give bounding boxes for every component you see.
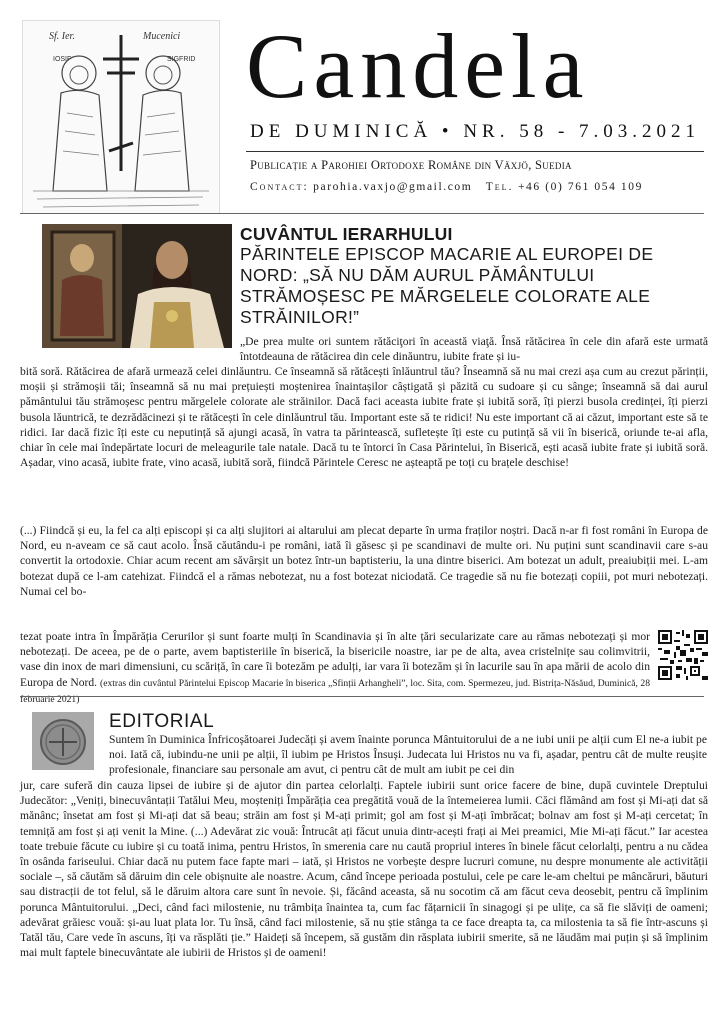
editorial-body: jur, care suferă din cauza lipsei de iubire și de ajutor din partea celorlalți. Faptele iubirii sunt orice facere de bine, după cuvintele Dreptului Judecător: „Veniți, binecuvântații Tatălui Meu, moșteniți Împărăția cea pregătită vouă de la întemeierea lumii. Căci flămând am fost și Mi-ați dat să mănânc; însetat am fost și Mi-ați dat să beau; străin am fost și M-ați primit; gol am fost și M-ați îmbrăcat; bolnav am fost și M-ați cercetat; în temniță am fost și ați venit la Mine. (...) Adevărat zic vouă: Întrucât ați făcut unuia dintr-acești frați ai Mei preamici, Mie Mi-ați făcut.” Iar acestea toate trebuie făcute cu iubire și cu toată inima, pentru Hristos, în smerenia care nu caută propriul interes în binele făcut celorlalți, pentru a nu cădea în osânda fariseului. Chiar dacă nu putem face fapte mari – iată, și Hristos ne vorbește despre lucruri comune, nu despre monumente ale activității sociale –, să căutăm să dăruim din cele obișnuite ale noastre. Acum, când începe perioada postului, cele pe care le-am cheltui pe mâncăruri, băuturi sau distracții de tot felul, să le dăruim altora care sunt în nevoie. Și, făcând aceasta, să nu socotim că am făcut ceva deosebit, pentru că împlinim porunca Mântuitorului. „Deci, când faci milostenie, nu trâmbița înaintea ta, cum fac fățarnicii în sinagogi și pe ulițe, ca să fie slăviți de oameni; adevărat grăiesc vouă: și-au luat plata lor. Tu însă, când faci milostenie, să nu știe stânga ta ce face dreapta ta, ca milostenia ta să fie într-ascuns și Tatăl tău, Care vede în ascuns, îți va răsplăti ție.” Haideți să începem, să gustăm din răsplata iubirii smerite, să ne lăudăm mai puțin și să împlinim mai mult faptele binecuvântate ale iubirii de Hristos și de oameni!: [20, 779, 708, 960]
icon-name-left: IOSIF: [53, 56, 72, 63]
article-intro: „De prea multe ori suntem rătăciţori în această viaţă. Însă rătăcirea în cele din afară este urmată întotdeauna de rătăcirea din cele dinăuntru, iubite frate și iu-: [240, 335, 708, 364]
issue-line: DE DUMINICĂ • NR. 58 - 7.03.2021: [250, 121, 701, 142]
contact-email[interactable]: parohia.vaxjo@gmail.com: [313, 181, 473, 193]
article-paragraph-3-text: tezat poate intra în Împărăția Cerurilor și sunt foarte mulți în Scandinavia și în alte țări secularizate care au rămas nebotezați și mor nebotezați. De aceea, pe de o parte, avem baptisteriile în biserică, la bisericile noastre, iar pe de alta, avea cristelnițe sau colimvitrii, vase din inox de mari dimensiuni, cu scăriță, în care îi botezăm pe adulți, iar vara îi botezăm și în lacurile sau în apa mării de acolo din Europa de Nord.: [20, 630, 650, 689]
newsletter-title: Candela: [246, 15, 590, 117]
section-divider: [20, 696, 704, 697]
masthead-rule: [246, 151, 704, 152]
editorial-intro: Suntem în Duminica Înfricoșătoarei Judecăți și avem înainte porunca Mântuitorului de a ne iubi unii pe alții cum El ne-a iubit pe noi. Iată că, iubindu-ne unii pe alții, îl iubim pe Hristos Însuși. Judecata lui Hristos nu va fi, așadar, pentru cât de multe reușite profesionale, financiare sau personale am avut, ci pentru cât de mult am iubit pe cei din: [109, 733, 707, 777]
source-note: (extras din cuvântul Părintelui Episcop Macarie în biserica „Sfinții Arhangheli”, loc. Sita, com. Spermezeu, jud. Bistrița-Năsăud, Duminică, 28 februarie 2021): [20, 677, 650, 705]
phone-number: +46 (0) 761 054 109: [517, 181, 643, 193]
bishop-photo: [42, 224, 232, 348]
publication-line: Publicație a Parohiei Ortodoxe Române din Växjö, Suedia: [250, 158, 572, 172]
editorial-image: [32, 712, 94, 770]
article-header: [240, 224, 710, 328]
contact-line: [250, 181, 643, 193]
article-headline: PĂRINTELE EPISCOP MACARIE AL EUROPEI DE NORD: „SĂ NU DĂM AURUL PĂMÂNTULUI STRĂMOȘESC PE MĂRGELELE COLORATE ALE STRĂINILOR!”: [240, 244, 654, 327]
phone-label: Tel.: [485, 181, 514, 193]
icon-caption-left: Sf. Ier.: [49, 31, 75, 42]
section-divider: [20, 213, 704, 214]
section-title: CUVÂNTUL IERARHULUI: [240, 224, 453, 244]
qr-code[interactable]: [658, 630, 708, 680]
contact-label: Contact:: [250, 181, 309, 193]
article-paragraph-1: bită soră. Rătăcirea de afară urmează celei dinlăuntru. Ce înseamnă să rătăcești înlăuntrul tău? Înseamnă să nu mai crezi așa cum au crezut părinții, moșii și strămoșii tăi; înseamnă să nu mai prețuiești moștenirea înaintașilor câștigată și păzită cu sudoare și cu sânge; înseamnă să dai aurul pământului tău strămoșesc pentru mărgelele colorate ale străinilor. Dacă faci aceasta iubite frate și iubită soră, îți pierzi busola credinței, îți pierzi busola lăuntrică, te dezrădăcinezi și te rătăcești în cele dinlăuntrul tău. Important este să te ridici! Nu este important că ai căzut, important este să te ridici. Iar dacă fizic îți este cu neputință să ajungi acasă, în vatra ta părintească, sufletește îți este cu putință să vii în biserică, oriunde te-ai afla, chiar în cele mai îndepărtate locuri de meleagurile tale natale. Dacă tu te întorci în Casa Părintelui, în Biserică, ești acasă iubite frate și iubită soră. Așadar, vino acasă, iubite frate, vino acasă, iubită soră, fiindcă Părintele Ceresc ne așteaptă pe toți cu brațele deschise!: [20, 365, 708, 470]
icon-caption-right: Mucenici: [143, 31, 181, 42]
icon-name-right: SIGFRID: [167, 56, 196, 63]
editorial-heading: EDITORIAL: [109, 711, 215, 732]
saints-icon-drawing: [22, 20, 220, 214]
article-paragraph-2: (...) Fiindcă și eu, la fel ca alți episcopi și ca alți slujitori ai altarului am plecat departe în urma fraților noștri. Dacă n-ar fi fost români în Europa de Nord, eu n-aveam ce să caut acolo. Însă căutându-i pe români, iată îi găsesc și pe scandinavi de multe ori. Nu puțini sunt scandinavii care s-au convertit la ortodoxie. Chiar acum recent am săvârșit un botez într-un baptisteriu, la una dintre biserici. Am botezat un adult, preaiubiții mei. L-am botezat după ce l-am catehizat. Fiindcă el a rămas nebotezat, nu a fost botezat niciodată. Ce tragedie să nu fie botezați copiii, pot muri nebotezați. Numai cel bo-: [20, 524, 708, 598]
